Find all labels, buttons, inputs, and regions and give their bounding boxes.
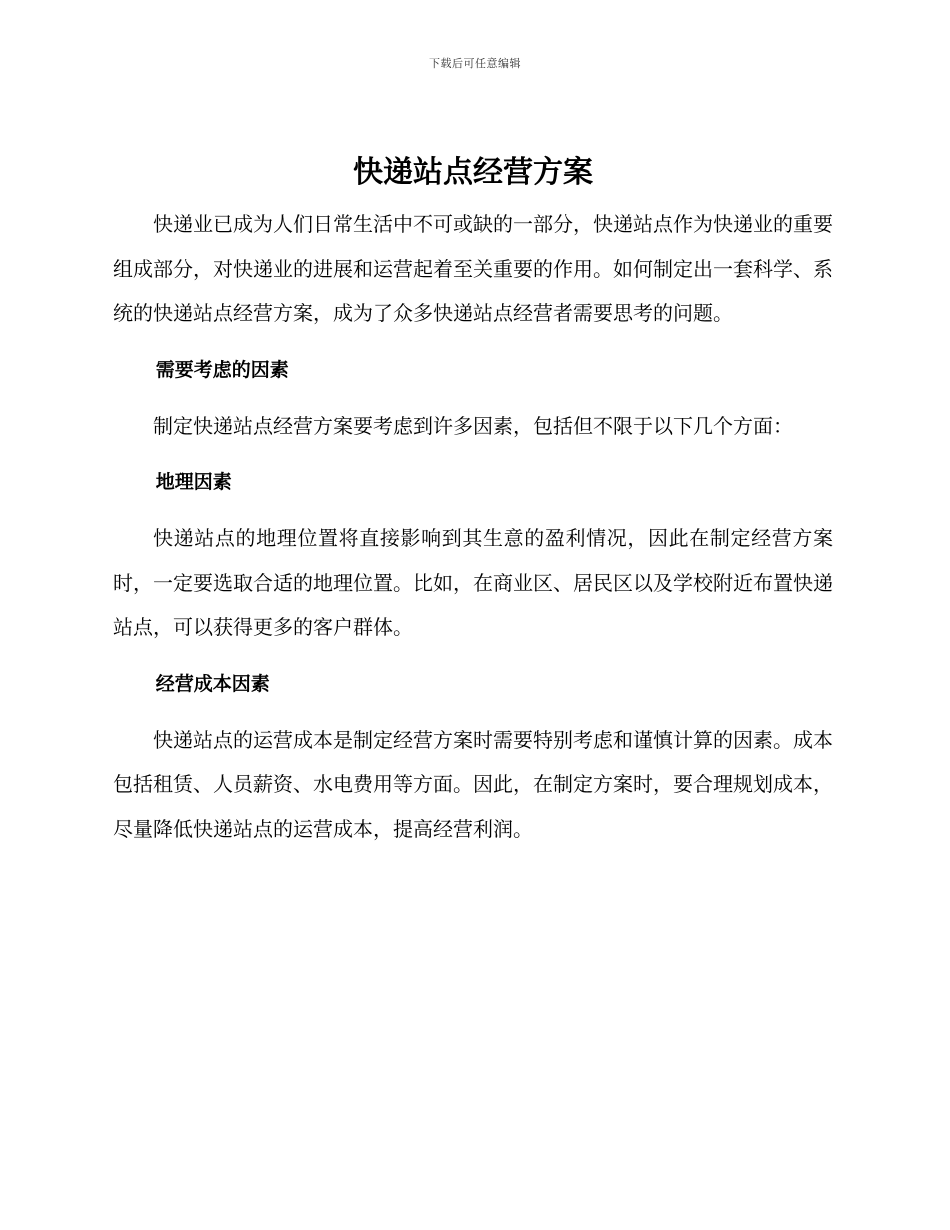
intro-paragraph: 快递业已成为人们日常生活中不可或缺的一部分，快递站点作为快递业的重要组成部分，对快递业的进展和运营起着至关重要的作用。如何制定出一套科学、系统的快递站点经营方案，成为了众多快递站点经营者需要思考的问题。	[113, 212, 833, 325]
section-heading-factors: 需要考虑的因素	[155, 358, 289, 381]
section-body-cost: 快递站点的运营成本是制定经营方案时需要特别考虑和谨慎计算的因素。成本包括租赁、人员薪资、水电费用等方面。因此，在制定方案时，要合理规划成本，尽量降低快递站点的运营成本，提高经营利润。	[113, 727, 833, 841]
section-body-factors: 制定快递站点经营方案要考虑到许多因素，包括但不限于以下几个方面：	[153, 413, 793, 438]
document-body	[113, 150, 833, 863]
document-title: 快递站点经营方案	[353, 155, 593, 190]
header-note: 下载后可任意编辑	[429, 57, 521, 70]
section-heading-geography: 地理因素	[155, 471, 232, 493]
section-heading-cost: 经营成本因素	[155, 672, 270, 695]
section-body-geography: 快递站点的地理位置将直接影响到其生意的盈利情况，因此在制定经营方案时，一定要选取合适的地理位置。比如，在商业区、居民区以及学校附近布置快递站点，可以获得更多的客户群体。	[113, 526, 833, 639]
